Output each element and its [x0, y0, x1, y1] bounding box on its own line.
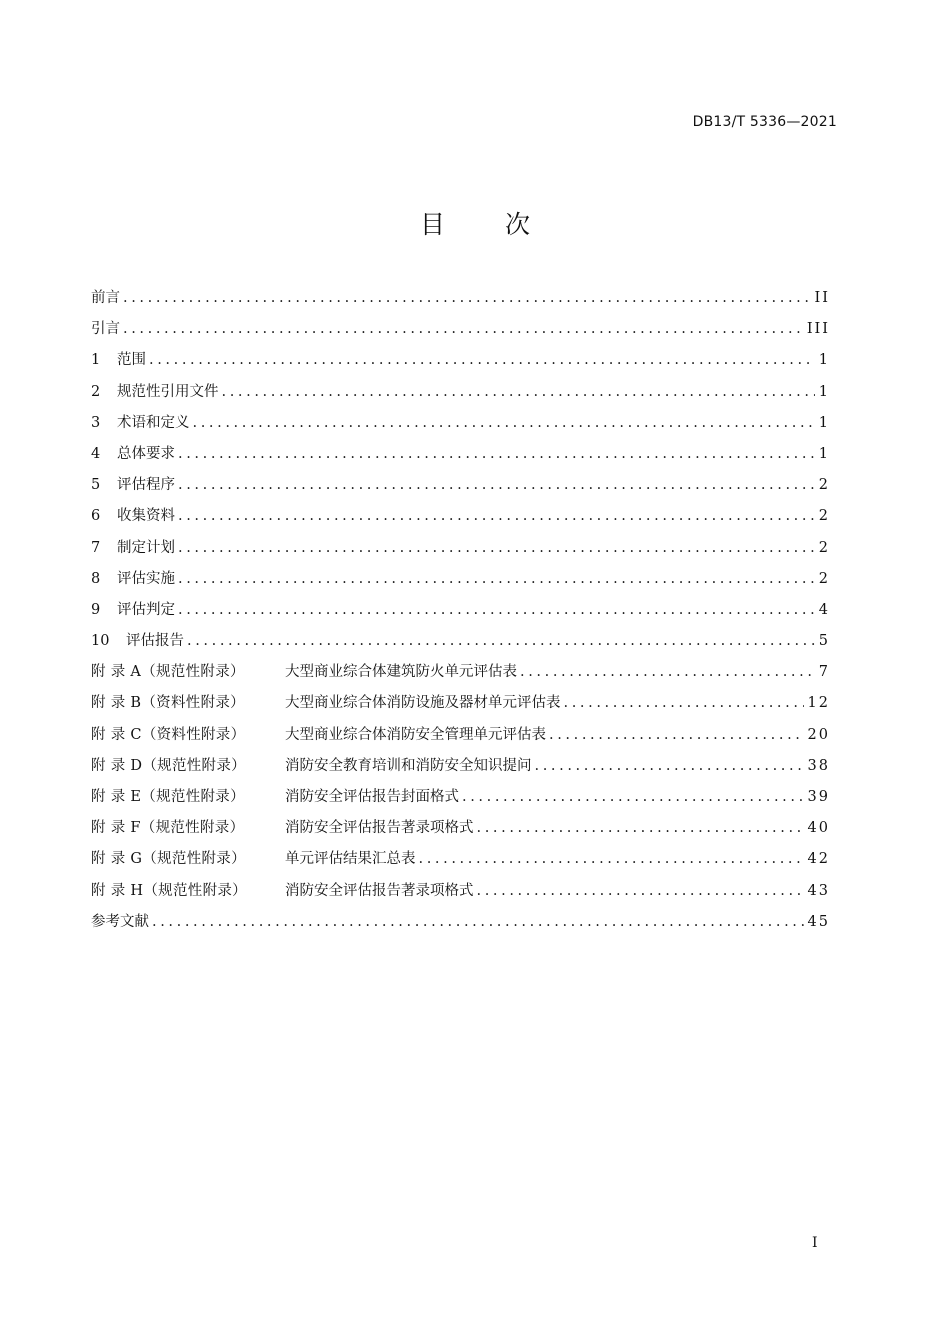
toc-entry-label: 消防安全评估报告封面格式 [285, 789, 459, 805]
toc-entry-label: 制定计划 [117, 539, 175, 556]
toc-dot-leader [477, 816, 804, 840]
toc-entry-chapter-1[interactable] [91, 348, 828, 379]
toc-entry-label: 前言 [91, 290, 120, 306]
toc-entry-chapter-3[interactable] [91, 411, 828, 442]
toc-entry-label: 参考文献 [91, 913, 149, 930]
toc-entry-chapter-5[interactable] [91, 473, 828, 504]
toc-dot-leader [178, 567, 815, 591]
toc-dot-leader [187, 629, 815, 653]
standard-number: DB13/T 5336—2021 [692, 114, 837, 130]
toc-entry-appendix-e[interactable] [91, 785, 828, 816]
toc-dot-leader [123, 286, 811, 310]
toc-entry-page: 1 [818, 352, 830, 369]
toc-entry-number: 7 [91, 539, 101, 556]
toc-entry-label: 总体要求 [117, 445, 175, 462]
toc-entry-number: 5 [91, 477, 101, 494]
appendix-tag: 附 录 G（规范性附录） [91, 851, 246, 868]
toc-entry-chapter-4[interactable] [91, 442, 828, 473]
toc-dot-leader [462, 785, 804, 809]
toc-entry-introduction[interactable] [91, 317, 828, 348]
toc-dot-leader [152, 910, 804, 934]
toc-entry-label: 评估判定 [117, 601, 175, 618]
toc-dot-leader [149, 348, 815, 372]
toc-entry-page: 2 [818, 508, 830, 525]
appendix-tag: 附 录 B（资料性附录） [91, 695, 245, 712]
toc-entry-appendix-h[interactable] [91, 879, 828, 910]
toc-entry-label: 大型商业综合体消防设施及器材单元评估表 [285, 695, 561, 712]
toc-entry-page: 5 [818, 633, 830, 650]
toc-entry-page: 2 [818, 477, 830, 494]
toc-entry-page: 4 [818, 601, 830, 618]
toc-entry-number: 3 [91, 414, 101, 431]
toc-dot-leader [178, 442, 815, 466]
toc-dot-leader [535, 754, 804, 778]
page-title: 目 次 [420, 210, 556, 239]
toc-entry-label: 单元评估结果汇总表 [285, 851, 416, 868]
toc-dot-leader [178, 473, 815, 497]
toc-entry-chapter-7[interactable] [91, 536, 828, 567]
toc-entry-page: 42 [807, 851, 830, 868]
toc-entry-label: 规范性引用文件 [117, 383, 219, 400]
toc-entry-appendix-c[interactable] [91, 723, 828, 754]
toc-entry-page: 1 [818, 445, 830, 462]
toc-entry-appendix-b[interactable] [91, 691, 828, 722]
toc-dot-leader [178, 598, 815, 622]
toc-entry-chapter-2[interactable] [91, 380, 828, 411]
toc-entry-label: 评估报告 [126, 633, 184, 650]
toc-dot-leader [178, 536, 815, 560]
toc-entry-label: 大型商业综合体消防安全管理单元评估表 [285, 726, 546, 743]
toc-dot-leader [178, 504, 815, 528]
toc-entry-references[interactable] [91, 910, 828, 941]
toc-entry-page: II [814, 290, 830, 306]
toc-entry-page: III [806, 321, 830, 338]
toc-entry-page: 43 [807, 882, 830, 899]
toc-entry-number: 1 [91, 352, 101, 369]
toc-entry-page: 12 [807, 695, 830, 712]
table-of-contents [91, 286, 828, 941]
toc-dot-leader [549, 723, 804, 747]
toc-entry-appendix-d[interactable] [91, 754, 828, 785]
toc-entry-page: 38 [807, 757, 830, 774]
appendix-tag: 附 录 A（规范性附录） [91, 664, 245, 681]
toc-dot-leader [193, 411, 815, 435]
toc-entry-number: 8 [91, 570, 101, 587]
page-number: I [812, 1235, 819, 1251]
toc-dot-leader [419, 847, 804, 871]
toc-dot-leader [520, 660, 815, 684]
toc-entry-page: 45 [807, 913, 830, 930]
appendix-tag: 附 录 E（规范性附录） [91, 789, 245, 805]
toc-dot-leader [477, 879, 804, 903]
toc-entry-number: 9 [91, 601, 101, 618]
toc-entry-page: 1 [818, 414, 830, 431]
toc-entry-chapter-9[interactable] [91, 598, 828, 629]
toc-entry-appendix-g[interactable] [91, 847, 828, 878]
toc-entry-label: 范围 [117, 352, 146, 369]
appendix-tag: 附 录 C（资料性附录） [91, 726, 246, 743]
toc-entry-appendix-f[interactable] [91, 816, 828, 847]
appendix-tag: 附 录 D（规范性附录） [91, 757, 246, 774]
toc-entry-page: 39 [807, 789, 830, 805]
toc-entry-label: 收集资料 [117, 508, 175, 525]
toc-entry-foreword[interactable] [91, 286, 828, 317]
toc-entry-page: 1 [818, 383, 830, 400]
toc-entry-chapter-6[interactable] [91, 504, 828, 535]
toc-entry-label: 消防安全教育培训和消防安全知识提问 [285, 757, 532, 774]
toc-entry-number: 2 [91, 383, 101, 400]
toc-entry-page: 2 [818, 570, 830, 587]
appendix-tag: 附 录 F（规范性附录） [91, 820, 245, 837]
toc-entry-label: 术语和定义 [117, 414, 190, 431]
toc-entry-label: 引言 [91, 321, 120, 338]
toc-dot-leader [222, 380, 815, 404]
toc-entry-page: 40 [807, 820, 830, 837]
toc-entry-number: 4 [91, 445, 101, 462]
toc-entry-appendix-a[interactable] [91, 660, 828, 691]
toc-dot-leader [123, 317, 803, 341]
toc-entry-number: 6 [91, 508, 101, 525]
toc-entry-label: 消防安全评估报告著录项格式 [285, 820, 474, 837]
toc-dot-leader [564, 691, 804, 715]
toc-entry-page: 7 [818, 664, 830, 681]
toc-entry-label: 大型商业综合体建筑防火单元评估表 [285, 664, 517, 681]
toc-entry-chapter-10[interactable] [91, 629, 828, 660]
toc-entry-page: 20 [807, 726, 830, 743]
toc-entry-label: 评估程序 [117, 477, 175, 494]
toc-entry-chapter-8[interactable] [91, 567, 828, 598]
toc-entry-label: 消防安全评估报告著录项格式 [285, 882, 474, 899]
toc-entry-number: 10 [91, 633, 110, 650]
toc-entry-label: 评估实施 [117, 570, 175, 587]
toc-entry-page: 2 [818, 539, 830, 556]
appendix-tag: 附 录 H（规范性附录） [91, 882, 247, 899]
